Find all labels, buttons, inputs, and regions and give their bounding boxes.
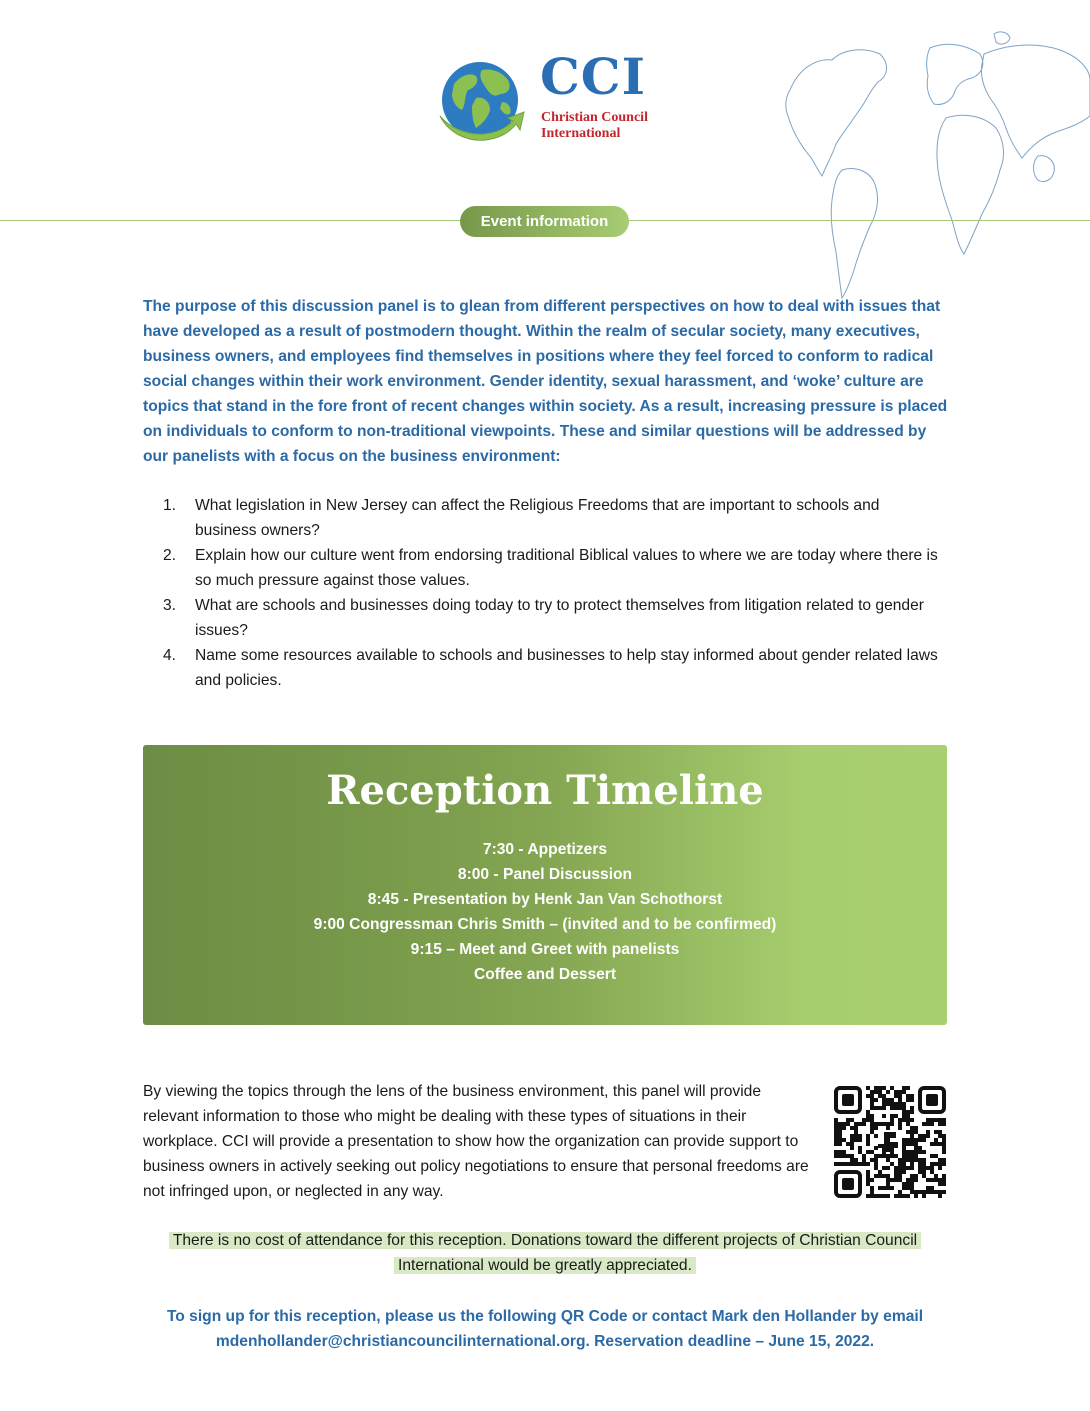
timeline-item: 8:00 - Panel Discussion bbox=[457, 866, 633, 883]
list-item-text: Name some resources available to schools and businesses to help stay informed about gender related laws and policies. bbox=[195, 647, 938, 689]
questions-list bbox=[143, 493, 943, 693]
timeline-item: 9:00 Congressman Chris Smith – (invited and to be confirmed) bbox=[313, 916, 777, 933]
timeline-list bbox=[143, 837, 947, 987]
logo-name-line1: Christian Council bbox=[541, 110, 648, 125]
timeline-item: 9:15 – Meet and Greet with panelists bbox=[410, 941, 680, 958]
qr-code-icon[interactable] bbox=[834, 1086, 946, 1198]
list-item-text: Explain how our culture went from endorsing traditional Biblical values to where we are today where there is so much pressure against those values. bbox=[195, 547, 938, 589]
list-item bbox=[143, 493, 943, 543]
list-item-number: 2. bbox=[163, 547, 177, 564]
timeline-item: Coffee and Dessert bbox=[473, 966, 617, 983]
reception-timeline-panel bbox=[143, 745, 947, 1025]
cci-logo bbox=[436, 47, 666, 148]
list-item bbox=[143, 593, 943, 643]
logo-organization-name bbox=[541, 110, 648, 142]
cost-note bbox=[143, 1228, 947, 1278]
world-map-outline-icon bbox=[770, 20, 1090, 300]
list-item-number: 3. bbox=[163, 597, 177, 614]
timeline-title: Reception Timeline bbox=[326, 767, 764, 814]
list-item-text: What are schools and businesses doing today to try to protect themselves from litigation related to gender issues? bbox=[195, 597, 924, 639]
list-item-number: 4. bbox=[163, 647, 177, 664]
closing-paragraph: By viewing the topics through the lens of the business environment, this panel will provide relevant information to those who might be dealing with these types of situations in their workplace. CCI will provide a presentation to show how the organization can provide support to business owners in actively seeking out policy negotiations to ensure that personal freedoms are not infringed upon, or neglected in any way. bbox=[143, 1083, 809, 1200]
logo-acronym: CCI bbox=[540, 47, 646, 106]
timeline-item: 7:30 - Appetizers bbox=[482, 841, 608, 858]
cost-note-highlight: There is no cost of attendance for this reception. Donations toward the different projects of Christian Council International would be greatly appreciated. bbox=[169, 1232, 921, 1274]
timeline-item: 8:45 - Presentation by Henk Jan Van Schothorst bbox=[367, 891, 723, 908]
list-item-text: What legislation in New Jersey can affect the Religious Freedoms that are important to schools and business owners? bbox=[195, 497, 880, 539]
logo-name-line2: International bbox=[541, 126, 621, 141]
intro-paragraph: The purpose of this discussion panel is to glean from different perspectives on how to deal with issues that have developed as a result of postmodern thought. Within the realm of secular society, many executives, business owners, and employees find themselves in positions where they feel forced to conform to radical social changes within their work environment. Gender identity, sexual harassment, and ‘woke’ culture are topics that stand in the fore front of recent changes within society. As a result, increasing pressure is placed on individuals to conform to non-traditional viewpoints. These and similar questions will be addressed by our panelists with a focus on the business environment: bbox=[143, 298, 948, 465]
signup-instructions: To sign up for this reception, please us the following QR Code or contact Mark den Hollander by email mdenhollander@christiancouncilinternational.org. Reservation deadline – June 15, 2022. bbox=[166, 1308, 924, 1350]
globe-arrow-icon bbox=[436, 58, 526, 144]
list-item bbox=[143, 543, 943, 593]
list-item bbox=[143, 643, 943, 693]
list-item-number: 1. bbox=[163, 497, 177, 514]
section-label-badge: Event information bbox=[460, 206, 629, 237]
